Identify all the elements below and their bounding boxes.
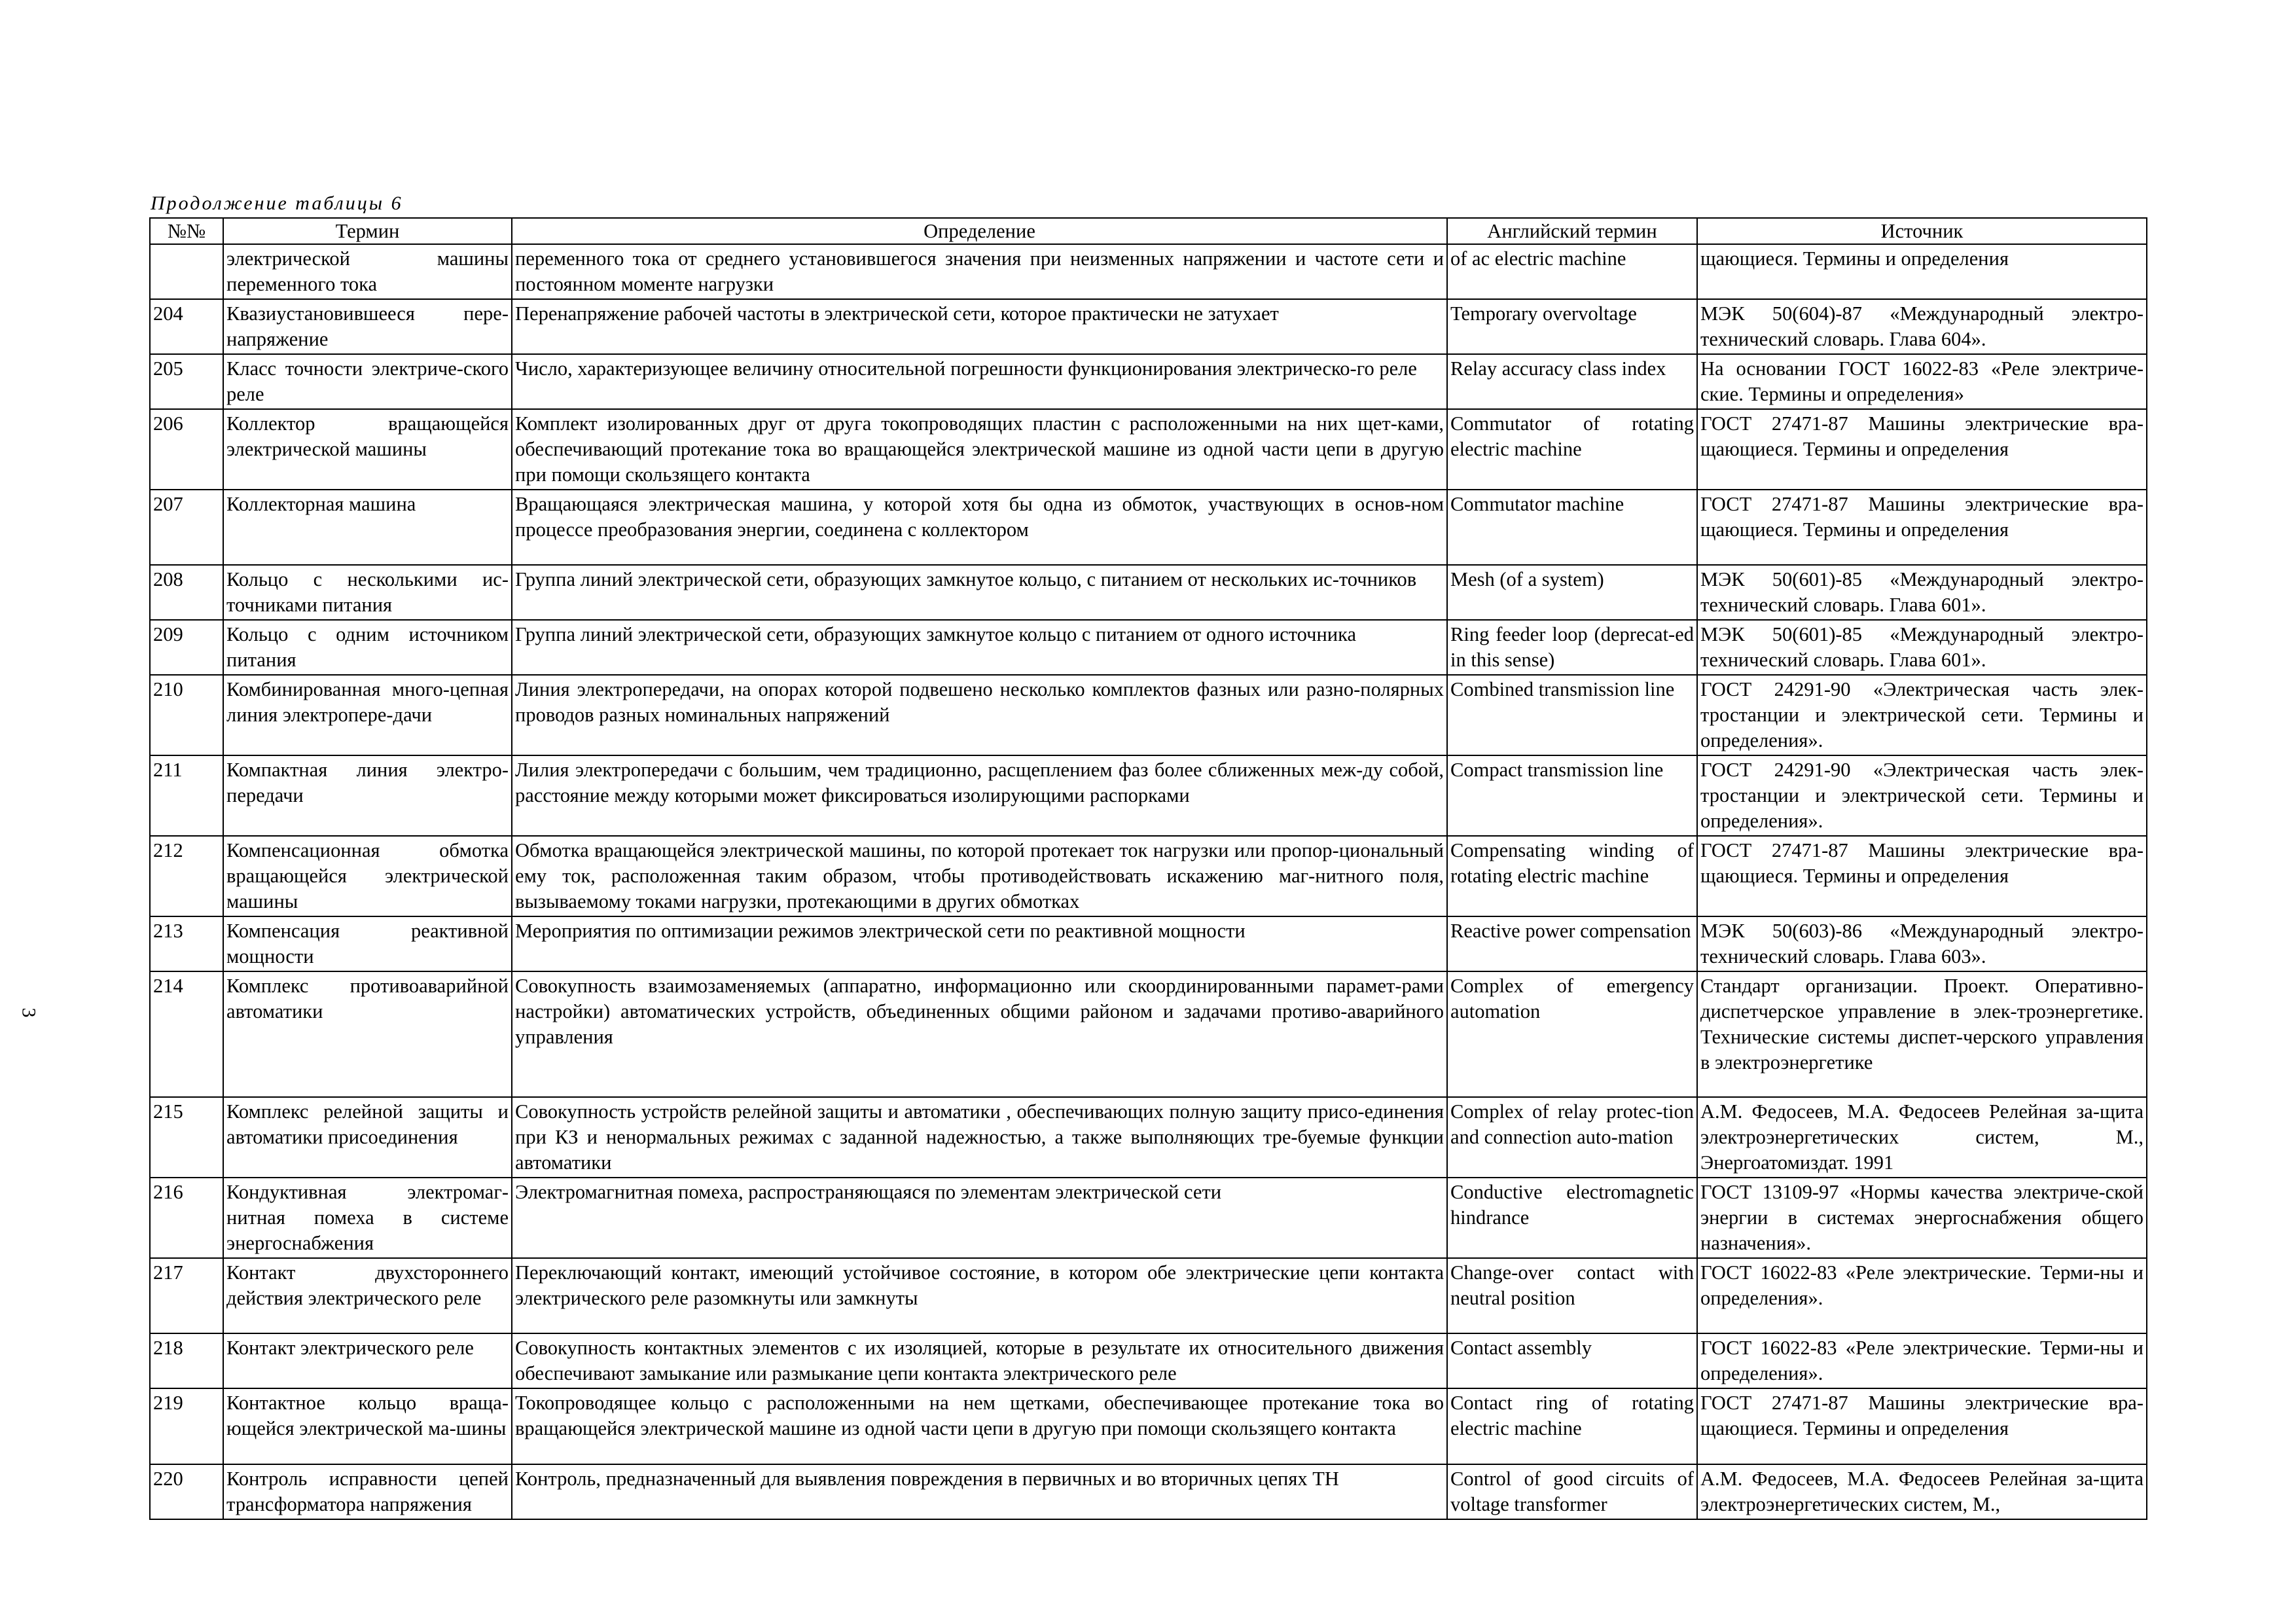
- cell-num: 217: [150, 1258, 223, 1333]
- cell-num: [150, 244, 223, 299]
- cell-english-term: Change-over contact with neutral position: [1447, 1258, 1697, 1333]
- cell-definition: Переключающий контакт, имеющий устойчивое состояние, в котором обе электрические цепи контакта электрического реле разомкнуты или замкнуты: [512, 1258, 1447, 1333]
- table-row: [150, 1333, 2147, 1388]
- table-row: [150, 490, 2147, 565]
- cell-source: ГОСТ 27471-87 Машины электрические вра-щающиеся. Термины и определения: [1697, 1388, 2147, 1464]
- cell-term: Класс точности электриче-ского реле: [223, 354, 512, 409]
- cell-definition: Вращающаяся электрическая машина, у которой хотя бы одна из обмоток, участвующих в основ-ном процессе преобразования энергии, соединена с коллектором: [512, 490, 1447, 565]
- cell-source: щающиеся. Термины и определения: [1697, 244, 2147, 299]
- cell-english-term: Combined transmission line: [1447, 675, 1697, 755]
- table-row: [150, 244, 2147, 299]
- cell-source: МЭК 50(601)-85 «Международный электро-технический словарь. Глава 601».: [1697, 620, 2147, 675]
- cell-english-term: Relay accuracy class index: [1447, 354, 1697, 409]
- page-number: 3: [18, 1007, 40, 1018]
- header-num: №№: [150, 218, 223, 244]
- cell-source: На основании ГОСТ 16022-83 «Реле электриче-ские. Термины и определения»: [1697, 354, 2147, 409]
- cell-term: Контактное кольцо враща-ющейся электрической ма-шины: [223, 1388, 512, 1464]
- cell-num: 219: [150, 1388, 223, 1464]
- cell-term: Контакт электрического реле: [223, 1333, 512, 1388]
- cell-num: 215: [150, 1097, 223, 1178]
- cell-source: ГОСТ 27471-87 Машины электрические вра-щающиеся. Термины и определения: [1697, 836, 2147, 916]
- cell-source: ГОСТ 27471-87 Машины электрические вра-щающиеся. Термины и определения: [1697, 490, 2147, 565]
- cell-term: Комплекс релейной защиты и автоматики присоединения: [223, 1097, 512, 1178]
- terms-table: [149, 217, 2147, 1520]
- cell-num: 214: [150, 971, 223, 1097]
- table-row: [150, 1464, 2147, 1519]
- cell-english-term: Contact assembly: [1447, 1333, 1697, 1388]
- cell-english-term: Reactive power compensation: [1447, 916, 1697, 971]
- cell-source: ГОСТ 27471-87 Машины электрические вра-щающиеся. Термины и определения: [1697, 409, 2147, 490]
- cell-num: 209: [150, 620, 223, 675]
- header-definition: Определение: [512, 218, 1447, 244]
- cell-definition: Линия электропередачи, на опорах которой подвешено несколько комплектов фазных или разно-полярных проводов разных номинальных напряжений: [512, 675, 1447, 755]
- table-row: [150, 836, 2147, 916]
- cell-definition: Совокупность устройств релейной защиты и автоматики , обеспечивающих полную защиту присо-единения при КЗ и ненормальных режимах с заданной надежностью, а также выполняющих тре-буемые функции автоматики: [512, 1097, 1447, 1178]
- cell-num: 218: [150, 1333, 223, 1388]
- cell-definition: Токопроводящее кольцо с расположенными на нем щетками, обеспечивающее протекание тока во вращающейся электрической машине из одной части цепи в другую при помощи скользящего контакта: [512, 1388, 1447, 1464]
- cell-num: 210: [150, 675, 223, 755]
- cell-english-term: Conductive electromagnetic hindrance: [1447, 1178, 1697, 1258]
- cell-term: Комплекс противоаварийной автоматики: [223, 971, 512, 1097]
- cell-source: Стандарт организации. Проект. Оперативно-диспетчерское управление в элек-троэнергетике. Технические системы диспет-черского управления в электроэнергетике: [1697, 971, 2147, 1097]
- cell-num: 213: [150, 916, 223, 971]
- table-row: [150, 354, 2147, 409]
- cell-source: ГОСТ 16022-83 «Реле электрические. Терми-ны и определения».: [1697, 1333, 2147, 1388]
- cell-term: Кольцо с одним источником питания: [223, 620, 512, 675]
- cell-term: электрической машины переменного тока: [223, 244, 512, 299]
- cell-definition: Мероприятия по оптимизации режимов электрической сети по реактивной мощности: [512, 916, 1447, 971]
- cell-num: 207: [150, 490, 223, 565]
- table-row: [150, 565, 2147, 620]
- cell-term: Кондуктивная электромаг-нитная помеха в системе энергоснабжения: [223, 1178, 512, 1258]
- table-row: [150, 755, 2147, 836]
- cell-term: Коллекторная машина: [223, 490, 512, 565]
- cell-num: 212: [150, 836, 223, 916]
- cell-source: МЭК 50(604)-87 «Международный электро-технический словарь. Глава 604».: [1697, 299, 2147, 354]
- cell-definition: Число, характеризующее величину относительной погрешности функционирования электрическо-го реле: [512, 354, 1447, 409]
- cell-english-term: Temporary overvoltage: [1447, 299, 1697, 354]
- cell-term: Компенсационная обмотка вращающейся электрической машины: [223, 836, 512, 916]
- table-caption: Продолжение таблицы 6: [151, 192, 403, 214]
- cell-definition: Перенапряжение рабочей частоты в электрической сети, которое практически не затухает: [512, 299, 1447, 354]
- cell-num: 204: [150, 299, 223, 354]
- cell-term: Компактная линия электро-передачи: [223, 755, 512, 836]
- cell-english-term: Commutator machine: [1447, 490, 1697, 565]
- cell-source: МЭК 50(601)-85 «Международный электро-технический словарь. Глава 601».: [1697, 565, 2147, 620]
- cell-term: Контроль исправности цепей трансформатора напряжения: [223, 1464, 512, 1519]
- table-row: [150, 675, 2147, 755]
- cell-definition: Группа линий электрической сети, образующих замкнутое кольцо с питанием от одного источника: [512, 620, 1447, 675]
- cell-english-term: Contact ring of rotating electric machine: [1447, 1388, 1697, 1464]
- cell-num: 216: [150, 1178, 223, 1258]
- table-row: [150, 409, 2147, 490]
- cell-english-term: Complex of relay protec-tion and connection auto-mation: [1447, 1097, 1697, 1178]
- table-row: [150, 1258, 2147, 1333]
- cell-term: Контакт двухстороннего действия электрического реле: [223, 1258, 512, 1333]
- cell-num: 211: [150, 755, 223, 836]
- cell-english-term: Control of good circuits of voltage transformer: [1447, 1464, 1697, 1519]
- cell-num: 206: [150, 409, 223, 490]
- table-row: [150, 1178, 2147, 1258]
- cell-definition: переменного тока от среднего установившегося значения при неизменных напряжении и частоте сети и постоянном моменте нагрузки: [512, 244, 1447, 299]
- cell-source: ГОСТ 24291-90 «Электрическая часть элек-тростанции и электрической сети. Термины и определения».: [1697, 755, 2147, 836]
- cell-term: Коллектор вращающейся электрической машины: [223, 409, 512, 490]
- cell-definition: Совокупность контактных элементов с их изоляцией, которые в результате их относительного движения обеспечивают замыкание или размыкание цепи контакта электрического реле: [512, 1333, 1447, 1388]
- cell-source: А.М. Федосеев, М.А. Федосеев Релейная за-щита электроэнергетических систем, М., Энергоатомиздат. 1991: [1697, 1097, 2147, 1178]
- cell-num: 220: [150, 1464, 223, 1519]
- cell-definition: Контроль, предназначенный для выявления повреждения в первичных и во вторичных цепях ТН: [512, 1464, 1447, 1519]
- cell-term: Кольцо с несколькими ис-точниками питания: [223, 565, 512, 620]
- cell-english-term: Compact transmission line: [1447, 755, 1697, 836]
- header-row: [150, 218, 2147, 244]
- table-row: [150, 299, 2147, 354]
- cell-num: 208: [150, 565, 223, 620]
- cell-english-term: of ac electric machine: [1447, 244, 1697, 299]
- cell-definition: Группа линий электрической сети, образующих замкнутое кольцо, с питанием от нескольких ис-точников: [512, 565, 1447, 620]
- cell-english-term: Complex of emergency automation: [1447, 971, 1697, 1097]
- cell-english-term: Commutator of rotating electric machine: [1447, 409, 1697, 490]
- header-term: Термин: [223, 218, 512, 244]
- cell-definition: Лилия электропередачи с большим, чем традиционно, расщеплением фаз более сближенных меж-ду собой, расстояние между которыми может фиксироваться изолирующими распорками: [512, 755, 1447, 836]
- table-row: [150, 971, 2147, 1097]
- cell-source: ГОСТ 13109-97 «Нормы качества электриче-ской энергии в системах энергоснабжения общего назначения».: [1697, 1178, 2147, 1258]
- cell-term: Компенсация реактивной мощности: [223, 916, 512, 971]
- cell-english-term: Mesh (of a system): [1447, 565, 1697, 620]
- cell-definition: Обмотка вращающейся электрической машины, по которой протекает ток нагрузки или пропор-циональный ему ток, расположенная таким образом, чтобы противодействовать искажению маг-нитного поля, вызываемому токами нагрузки, протекающими в других обмотках: [512, 836, 1447, 916]
- cell-english-term: Compensating winding of rotating electric machine: [1447, 836, 1697, 916]
- table-row: [150, 1097, 2147, 1178]
- cell-term: Квазиустановившееся пере-напряжение: [223, 299, 512, 354]
- cell-num: 205: [150, 354, 223, 409]
- cell-source: МЭК 50(603)-86 «Международный электро-технический словарь. Глава 603».: [1697, 916, 2147, 971]
- table-row: [150, 620, 2147, 675]
- cell-definition: Комплект изолированных друг от друга токопроводящих пластин с расположенными на них щет-ками, обеспечивающий протекание тока во вращающейся электрической машине из одной части цепи в другую при помощи скользящего контакта: [512, 409, 1447, 490]
- table-row: [150, 1388, 2147, 1464]
- header-source: Источник: [1697, 218, 2147, 244]
- cell-term: Комбинированная много-цепная линия электропере-дачи: [223, 675, 512, 755]
- cell-source: ГОСТ 24291-90 «Электрическая часть элек-тростанции и электрической сети. Термины и определения».: [1697, 675, 2147, 755]
- cell-definition: Совокупность взаимозаменяемых (аппаратно, информационно или скоординированными парамет-рами настройки) автоматических устройств, объединенных общими районом и задачами противо-аварийного управления: [512, 971, 1447, 1097]
- header-english-term: Английский термин: [1447, 218, 1697, 244]
- cell-source: А.М. Федосеев, М.А. Федосеев Релейная за-щита электроэнергетических систем, М.,: [1697, 1464, 2147, 1519]
- cell-definition: Электромагнитная помеха, распространяющаяся по элементам электрической сети: [512, 1178, 1447, 1258]
- table-row: [150, 916, 2147, 971]
- cell-source: ГОСТ 16022-83 «Реле электрические. Терми-ны и определения».: [1697, 1258, 2147, 1333]
- cell-english-term: Ring feeder loop (deprecat-ed in this sense): [1447, 620, 1697, 675]
